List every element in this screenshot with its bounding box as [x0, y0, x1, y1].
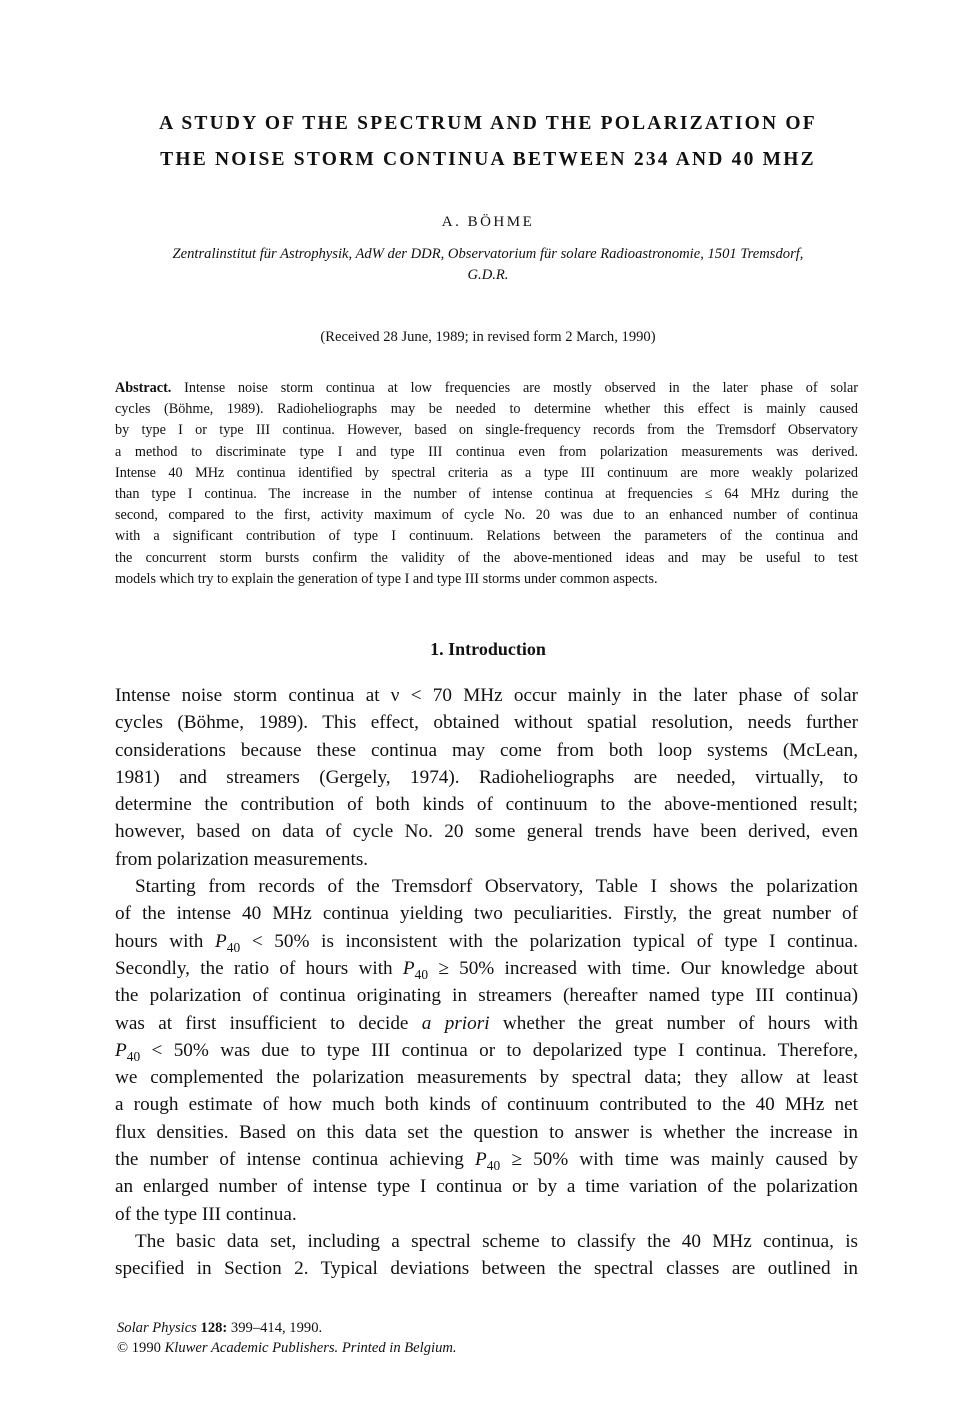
body-line: determine the contribution of both kinds of continuum to the above-mentioned result;: [115, 794, 858, 816]
body-line: considerations because these continua may come from both loop systems (McLean,: [115, 739, 858, 761]
body-line: an enlarged number of intense type I continua or by a time variation of the polarization: [115, 1176, 858, 1198]
abstract-line: the concurrent storm bursts confirm the validity of the above-mentioned ideas and may be useful to test: [115, 549, 858, 566]
affiliation-line-1: Zentralinstitut für Astrophysik, AdW der DDR, Observatorium für solare Radioastronomie, 1501 Tremsdorf,: [172, 246, 804, 262]
body-line: of the type III continua.: [115, 1203, 297, 1225]
body-line: the polarization of continua originating in streamers (hereafter named type III continua): [115, 985, 858, 1007]
journal-citation: Solar Physics 128: 399–414, 1990.: [117, 1320, 323, 1336]
body-line: Starting from records of the Tremsdorf Observatory, Table I shows the polarization: [135, 876, 858, 898]
received-dates: (Received 28 June, 1989; in revised form 2 March, 1990): [320, 329, 656, 345]
abstract: [115, 378, 858, 590]
body-line: of the intense 40 MHz continua yielding two peculiarities. Firstly, the great number of: [115, 903, 858, 925]
copyright-line: © 1990 Kluwer Academic Publishers. Printed in Belgium.: [117, 1340, 457, 1356]
body-line: however, based on data of cycle No. 20 some general trends have been derived, even: [115, 821, 858, 843]
abstract-line: with a significant contribution of type I continuum. Relations between the parameters of the continua and: [115, 528, 858, 545]
section-heading-introduction: 1. Introduction: [430, 639, 546, 659]
introduction-body: [115, 682, 858, 1283]
p40-symbol: P: [115, 1039, 127, 1061]
body-line: The basic data set, including a spectral scheme to classify the 40 MHz continua, is: [135, 1230, 858, 1252]
body-line: from polarization measurements.: [115, 848, 369, 870]
body-line: Secondly, the ratio of hours with $P_{40} \ge 50\%$ increased with time. Our knowledge about: [115, 957, 858, 982]
title-line-2: THE NOISE STORM CONTINUA BETWEEN 234 AND 40 MHZ: [160, 149, 816, 170]
body-line: $P_{40} < 50\%$ was due to type III continua or to depolarized type I continua. Therefore,: [115, 1039, 858, 1064]
body-line: 1981) and streamers (Gergely, 1974). Radioheliographs are needed, virtually, to: [115, 766, 858, 788]
body-line: a rough estimate of how much both kinds of continuum contributed to the 40 MHz net: [115, 1094, 858, 1116]
author-name: A. BÖHME: [441, 214, 535, 230]
body-line: the number of intense continua achieving $P_{40} \ge 50\%$ with time was mainly caused by: [115, 1149, 858, 1173]
body-line: cycles (Böhme, 1989). This effect, obtained without spatial resolution, needs further: [115, 712, 858, 734]
p40-symbol: P: [215, 930, 227, 952]
citation-footer: [117, 1318, 457, 1358]
abstract-line: second, compared to the first, activity maximum of cycle No. 20 was due to an enhanced number of continua: [115, 507, 858, 524]
abstract-line: models which try to explain the generation of type I and type III storms under common aspects.: [115, 570, 658, 587]
body-line: flux densities. Based on this data set the question to answer is whether the increase in: [115, 1121, 858, 1143]
abstract-line: than type I continua. The increase in the number of intense continua at frequencies ≤ 64 MHz during the: [115, 486, 858, 503]
body-line: specified in Section 2. Typical deviations between the spectral classes are outlined in: [115, 1258, 858, 1280]
abstract-label: Abstract.: [115, 380, 172, 396]
abstract-line: cycles (Böhme, 1989). Radioheliographs may be needed to determine whether this effect is mainly caused: [115, 401, 858, 418]
body-line: was at first insufficient to decide a priori whether the great number of hours with: [115, 1012, 859, 1034]
body-line: we complemented the polarization measurements by spectral data; they allow at least: [115, 1067, 858, 1089]
abstract-line: a method to discriminate type I and type III continua even from polarization measurements was derived.: [115, 443, 858, 460]
abstract-line: Intense 40 MHz continua identified by spectral criteria as a type III continuum are more weakly polarized: [115, 464, 858, 481]
abstract-line: by type I or type III continua. However, based on single-frequency records from the Tremsdorf Observatory: [115, 422, 858, 439]
paper-title: [100, 106, 876, 178]
p40-symbol: P: [475, 1149, 487, 1171]
emphasis-a-priori: a priori: [421, 1012, 490, 1034]
title-line-1: A STUDY OF THE SPECTRUM AND THE POLARIZATION OF: [159, 113, 817, 134]
author-affiliation: [112, 244, 864, 286]
abstract-line: Abstract. Intense noise storm continua at low frequencies are mostly observed in the later phase of solar: [115, 380, 858, 396]
body-line: hours with $P_{40} < 50\%$ is inconsistent with the polarization typical of type I continua.: [115, 930, 858, 955]
affiliation-line-2: G.D.R.: [467, 267, 509, 283]
p40-symbol: P: [402, 957, 415, 979]
body-line: Intense noise storm continua at ν < 70 MHz occur mainly in the later phase of solar: [115, 685, 858, 706]
